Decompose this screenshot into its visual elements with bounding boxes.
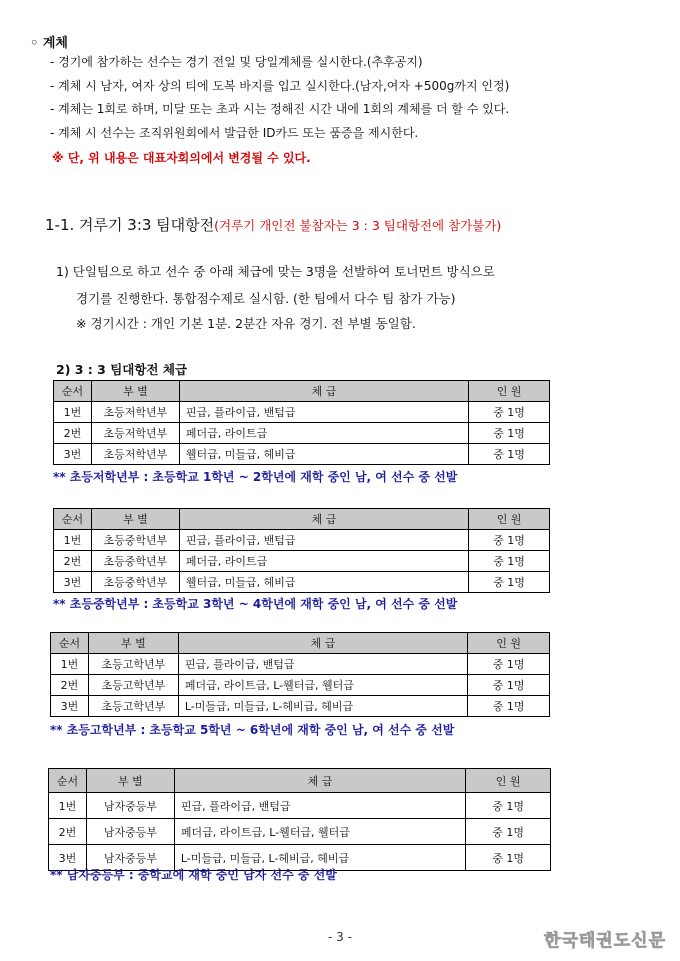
cell-division: 초등중학년부 (91, 572, 179, 593)
cell-order: 2번 (51, 675, 89, 696)
cell-order: 2번 (54, 423, 92, 444)
table-note: ** 초등중학년부 : 초등학교 3학년 ~ 4학년에 재학 중인 남, 여 선수 중 선발 (53, 597, 458, 611)
header-division: 부 별 (86, 769, 174, 793)
weight-class-table (53, 380, 550, 465)
cell-weight-class: L-미들급, 미들급, L-헤비급, 헤비급 (174, 845, 465, 871)
cell-count: 중 1명 (469, 423, 550, 444)
cell-order: 3번 (54, 444, 92, 465)
cell-count: 중 1명 (469, 572, 550, 593)
header-order: 순서 (54, 381, 92, 402)
table-row (54, 530, 550, 551)
table-header-row (49, 769, 551, 793)
table-note: ** 초등저학년부 : 초등학교 1학년 ~ 2학년에 재학 중인 남, 여 선수 중 선발 (53, 470, 458, 484)
cell-order: 1번 (54, 530, 92, 551)
cell-division: 초등중학년부 (91, 530, 179, 551)
cell-division: 초등저학년부 (91, 444, 179, 465)
table-row (54, 551, 550, 572)
cell-order: 1번 (51, 654, 89, 675)
table-row (51, 696, 550, 717)
cell-order: 1번 (49, 793, 87, 819)
paragraph-1-line-1: 1) 단일팀으로 하고 선수 중 아래 체급에 맞는 3명을 선발하여 토너먼트 방식으로 (56, 264, 495, 279)
cell-division: 초등고학년부 (88, 675, 178, 696)
header-order: 순서 (54, 509, 92, 530)
cell-weight-class: 페더급, 라이트급, L-웰터급, 웰터급 (178, 675, 467, 696)
weight-class-table (48, 768, 551, 871)
weigh-in-line: - 계체는 1회로 하며, 미달 또는 초과 시는 정해진 시간 내에 1회의 계체를 더 할 수 있다. (50, 102, 510, 116)
section-title-main: 1-1. 겨루기 3:3 팀대항전 (45, 216, 215, 234)
header-count: 인 원 (468, 633, 550, 654)
table-header-row (54, 381, 550, 402)
cell-weight-class: 웰터급, 미들급, 헤비급 (179, 572, 468, 593)
table-row (49, 819, 551, 845)
section-title-restriction: (겨루기 개인전 불참자는 3 : 3 팀대항전에 참가불가) (214, 218, 502, 233)
cell-weight-class: 핀급, 플라이급, 밴텀급 (174, 793, 465, 819)
header-count: 인 원 (469, 509, 550, 530)
header-division: 부 별 (88, 633, 178, 654)
cell-order: 2번 (49, 819, 87, 845)
cell-division: 초등저학년부 (91, 423, 179, 444)
header-weight-class: 체 급 (178, 633, 467, 654)
cell-weight-class: L-미들급, 미들급, L-헤비급, 헤비급 (178, 696, 467, 717)
cell-order: 2번 (54, 551, 92, 572)
cell-count: 중 1명 (468, 675, 550, 696)
cell-division: 남자중등부 (86, 845, 174, 871)
cell-count: 중 1명 (469, 444, 550, 465)
weight-class-table (50, 632, 550, 717)
weigh-in-line: - 경기에 참가하는 선수는 경기 전일 및 당일계체를 실시한다.(추후공지) (50, 55, 423, 69)
cell-division: 초등저학년부 (91, 402, 179, 423)
cell-division: 남자중등부 (86, 793, 174, 819)
weight-class-table (53, 508, 550, 593)
cell-division: 초등고학년부 (88, 654, 178, 675)
cell-count: 중 1명 (469, 402, 550, 423)
cell-weight-class: 페더급, 라이트급, L-웰터급, 웰터급 (174, 819, 465, 845)
table-row (54, 444, 550, 465)
table-row (51, 654, 550, 675)
cell-division: 초등중학년부 (91, 551, 179, 572)
paragraph-2-heading: 2) 3 : 3 팀대항전 체급 (56, 362, 188, 377)
weigh-in-title: ◦ 계체 (30, 36, 68, 51)
weigh-in-line: - 계체 시 선수는 조직위원회에서 발급한 ID카드 또는 품증을 제시한다. (50, 126, 419, 140)
table-header-row (54, 509, 550, 530)
cell-weight-class: 핀급, 플라이급, 밴텀급 (179, 402, 468, 423)
section-title (45, 214, 501, 235)
cell-order: 3번 (49, 845, 87, 871)
cell-weight-class: 페더급, 라이트급 (179, 551, 468, 572)
cell-order: 3번 (54, 572, 92, 593)
table-row (54, 572, 550, 593)
table-note: ** 초등고학년부 : 초등학교 5학년 ~ 6학년에 재학 중인 남, 여 선수 중 선발 (50, 723, 455, 737)
cell-division: 남자중등부 (86, 819, 174, 845)
cell-weight-class: 핀급, 플라이급, 밴텀급 (178, 654, 467, 675)
cell-weight-class: 페더급, 라이트급 (179, 423, 468, 444)
cell-count: 중 1명 (468, 696, 550, 717)
header-weight-class: 체 급 (174, 769, 465, 793)
newspaper-watermark: 한국태권도신문 (544, 931, 666, 951)
header-division: 부 별 (91, 509, 179, 530)
cell-count: 중 1명 (469, 551, 550, 572)
match-time-note: ※ 경기시간 : 개인 기본 1분. 2분간 자유 경기. 전 부별 동일함. (76, 316, 416, 331)
paragraph-1-line-2: 경기를 진행한다. 통합점수제로 실시함. (한 팀에서 다수 팀 참가 가능) (76, 291, 456, 306)
cell-count: 중 1명 (466, 819, 551, 845)
table-note: ** 남자중등부 : 중학교에 재학 중인 남자 선수 중 선발 (50, 868, 337, 882)
table-header-row (51, 633, 550, 654)
cell-count: 중 1명 (468, 654, 550, 675)
header-count: 인 원 (469, 381, 550, 402)
header-order: 순서 (51, 633, 89, 654)
table-row (54, 402, 550, 423)
page-number: - 3 - (328, 930, 352, 944)
cell-order: 3번 (51, 696, 89, 717)
cell-count: 중 1명 (466, 793, 551, 819)
table-row (51, 675, 550, 696)
cell-count: 중 1명 (466, 845, 551, 871)
header-division: 부 별 (91, 381, 179, 402)
header-count: 인 원 (466, 769, 551, 793)
table-row (49, 793, 551, 819)
cell-order: 1번 (54, 402, 92, 423)
weigh-in-line: - 계체 시 남자, 여자 상의 티에 도복 바지를 입고 실시한다.(남자,여자 +500g까지 인정) (50, 79, 510, 93)
header-order: 순서 (49, 769, 87, 793)
cell-weight-class: 핀급, 플라이급, 밴텀급 (179, 530, 468, 551)
cell-weight-class: 웰터급, 미들급, 헤비급 (179, 444, 468, 465)
cell-division: 초등고학년부 (88, 696, 178, 717)
table-row (54, 423, 550, 444)
header-weight-class: 체 급 (179, 509, 468, 530)
cell-count: 중 1명 (469, 530, 550, 551)
weigh-in-note: ※ 단, 위 내용은 대표자회의에서 변경될 수 있다. (52, 151, 311, 165)
header-weight-class: 체 급 (179, 381, 468, 402)
